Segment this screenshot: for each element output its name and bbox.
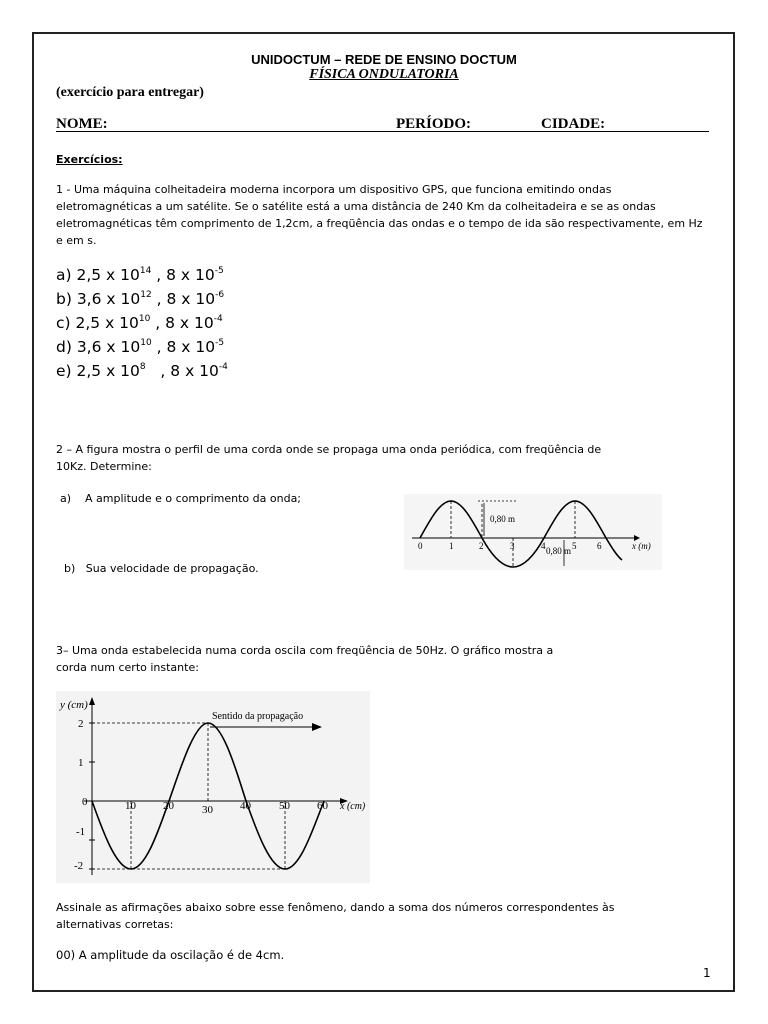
wave-figure-2 xyxy=(56,691,370,883)
x-axis-label: x (m) xyxy=(632,541,651,551)
question-3-text xyxy=(56,642,716,676)
x-tick: 50 xyxy=(279,800,290,812)
x-tick: 2 xyxy=(479,541,484,551)
x-tick: 60 xyxy=(317,800,328,812)
y-axis-arrow xyxy=(89,697,95,705)
institution-title: UNIDOCTUM – REDE DE ENSINO DOCTUM xyxy=(251,52,517,67)
question-2-line: 2 – A figura mostra o perfil de uma corda onde se propaga uma onda periódica, com freqüência de xyxy=(56,443,602,456)
x-tick: 5 xyxy=(572,541,577,551)
periodo-label: PERÍODO: xyxy=(396,116,471,132)
wave-figure-1-svg xyxy=(404,494,662,570)
x-tick: 1 xyxy=(449,541,454,551)
exercise-note: (exercício para entregar) xyxy=(56,85,204,100)
option-e: e) 2,5 x $10^8$ , 8 x $10^{-4}$ xyxy=(56,362,228,380)
y-tick: 0 xyxy=(82,796,88,808)
option-b: b) 3,6 x $10^{12}$ , 8 x $10^{-6}$ xyxy=(56,290,225,308)
option-d: d) 3,6 x $10^{10}$ , 8 x $10^{-5}$ xyxy=(56,338,225,356)
question-3-line: corda num certo instante: xyxy=(56,661,199,674)
cidade-label: CIDADE: xyxy=(541,116,606,132)
y-axis-label: y (cm) xyxy=(60,699,88,711)
x-axis-label: x (cm) xyxy=(340,801,366,812)
question-3-instruction xyxy=(56,899,716,933)
x-tick: 30 xyxy=(202,804,213,816)
question-1-line: e em s. xyxy=(56,234,97,247)
option-c: c) 2,5 x $10^{10}$ , 8 x $10^{-4}$ xyxy=(56,314,223,332)
y-tick: -1 xyxy=(76,826,86,838)
question-1-text xyxy=(56,181,716,249)
question-1-line: eletromagnéticas têm comprimento de 1,2cm, a freqüência das ondas e o tempo de ida são respectivamente, em Hz xyxy=(56,217,703,230)
direction-label: Sentido da propagação xyxy=(212,711,304,722)
y-tick: -2 xyxy=(74,860,84,872)
question-1-line: eletromagnéticas a um satélite. Se o satélite está a uma distância de 240 Km da colheitadeira e se as ondas xyxy=(56,200,656,213)
instruction-line: Assinale as afirmações abaixo sobre esse fenômeno, dando a soma dos números correspondentes às xyxy=(56,901,615,914)
x-tick: 40 xyxy=(240,800,251,812)
section-title: Exercícios: xyxy=(56,153,123,166)
question-1-line: 1 - Uma máquina colheitadeira moderna incorpora um dispositivo GPS, que funciona emitindo ondas xyxy=(56,183,612,196)
statement-00: 00) A amplitude da oscilação é de 4cm. xyxy=(56,948,285,962)
amplitude-label-bottom: 0,80 m xyxy=(546,546,572,556)
x-tick: 0 xyxy=(418,541,423,551)
wave-figure-2-svg xyxy=(56,691,370,883)
x-tick: 6 xyxy=(597,541,602,551)
header-underline xyxy=(56,131,709,132)
x-tick: 20 xyxy=(163,800,174,812)
x-tick: 4 xyxy=(541,541,546,551)
question-3-line: 3– Uma onda estabelecida numa corda oscila com freqüência de 50Hz. O gráfico mostra a xyxy=(56,644,554,657)
x-tick: 3 xyxy=(510,541,515,551)
instruction-line: alternativas corretas: xyxy=(56,918,174,931)
y-tick: 1 xyxy=(78,757,84,769)
question-2-line: 10Kz. Determine: xyxy=(56,460,152,473)
wave-curve xyxy=(420,501,622,567)
question-1-options xyxy=(56,263,228,383)
question-2-item-b: b) Sua velocidade de propagação. xyxy=(64,562,259,575)
amplitude-label-top: 0,80 m xyxy=(490,514,516,524)
nome-label: NOME: xyxy=(56,116,108,132)
question-2-item-a: a) A amplitude e o comprimento da onda; xyxy=(60,492,302,505)
page-number: 1 xyxy=(703,966,711,980)
subject-title: FÍSICA ONDULATORIA xyxy=(309,67,459,82)
y-tick: 2 xyxy=(78,718,84,730)
wave-figure-1 xyxy=(404,494,662,570)
direction-arrowhead xyxy=(312,723,322,731)
question-2-text xyxy=(56,441,716,475)
x-tick: 10 xyxy=(125,800,136,812)
option-a: a) 2,5 x $10^{14}$ , 8 x $10^{-5}$ xyxy=(56,266,224,284)
